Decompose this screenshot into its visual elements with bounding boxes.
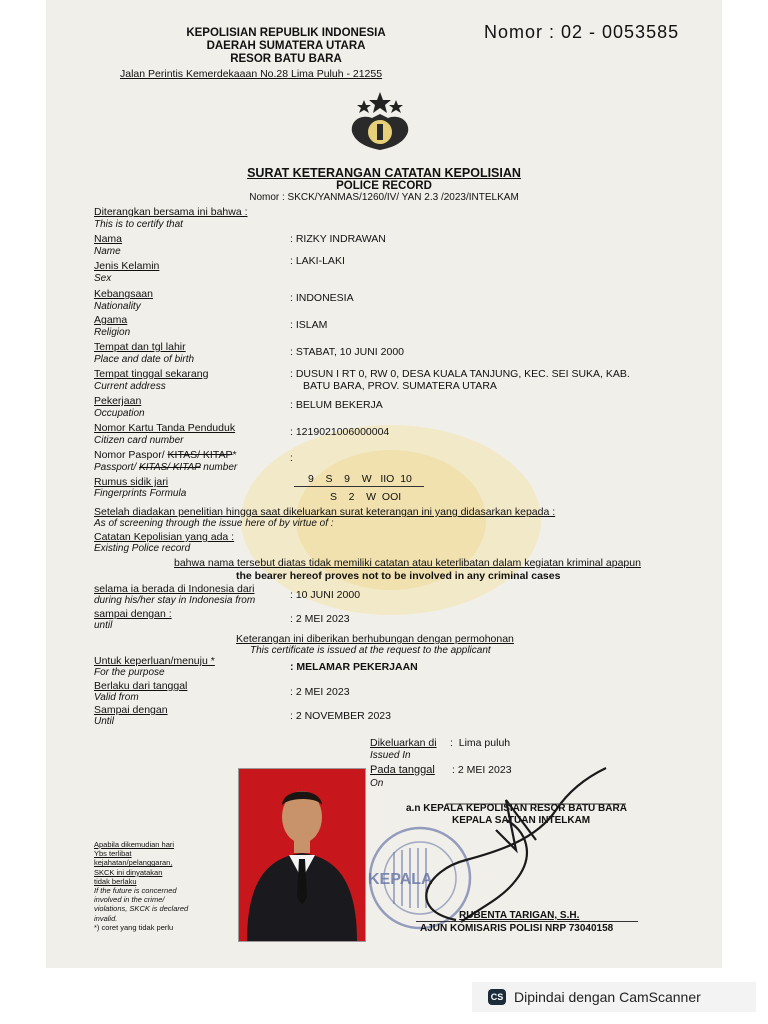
field-idcard-label-en: Citizen card number — [94, 435, 184, 446]
signature-line-1: a.n KEPALA KEPOLISIAN RESOR BATU BARA — [406, 803, 627, 814]
field-religion-label-en: Religion — [94, 327, 131, 338]
document-ref-number: Nomor : SKCK/YANMAS/1260/IV/ YAN 2.3 /2023/INTELKAM — [249, 192, 519, 203]
field-religion-value: : ISLAM — [290, 319, 328, 331]
field-sex-label: Jenis Kelamin — [94, 260, 160, 272]
field-birth-label-en: Place and date of birth — [94, 354, 195, 365]
field-birth-label: Tempat dan tgl lahir — [94, 341, 186, 353]
passport-label-struck: KITAS/ KITAP — [167, 449, 233, 461]
valid-until-label-en: Until — [94, 716, 115, 727]
document-subtitle: POLICE RECORD — [336, 180, 432, 192]
existing-record-en: Existing Police record — [94, 543, 191, 554]
field-name-value: : RIZKY INDRAWAN — [290, 233, 386, 245]
existing-record-id: Catatan Kepolisian yang ada : — [94, 531, 235, 543]
field-occupation-label: Pekerjaan — [94, 395, 142, 407]
field-nationality-value: : INDONESIA — [290, 292, 354, 304]
header-line-3: RESOR BATU BARA — [230, 53, 342, 65]
note-line-5: tidak berlaku — [94, 876, 137, 886]
intro-id: Diterangkan bersama ini bahwa : — [94, 206, 248, 218]
stay-until-value: : 2 MEI 2023 — [290, 613, 350, 625]
signatory-rank: AJUN KOMISARIS POLISI NRP 73040158 — [420, 923, 614, 934]
field-name-label-en: Name — [94, 246, 121, 257]
valid-until-value: : 2 NOVEMBER 2023 — [290, 710, 391, 722]
field-address-label-en: Current address — [94, 381, 166, 392]
issued-place-label-en: Issued In — [370, 750, 411, 761]
stay-until-label-en: until — [94, 620, 113, 631]
stay-from-label-en: during his/her stay in Indonesia from — [94, 595, 256, 606]
note-en-2: involved in the crime/ — [94, 895, 165, 905]
header-line-1: KEPOLISIAN REPUBLIK INDONESIA — [186, 27, 386, 39]
note-footnote: *) coret yang tidak perlu — [94, 922, 174, 932]
field-religion-label: Agama — [94, 314, 128, 326]
note-en-1: If the future is concerned — [94, 886, 177, 896]
statement-id: bahwa nama tersebut diatas tidak memiliki catatan atau keterlibatan dalam kegiatan kriminal apapun — [174, 557, 641, 569]
passport-label-asterisk: * — [232, 449, 237, 461]
field-address-value-2: BATU BARA, PROV. SUMATERA UTARA — [303, 380, 497, 392]
purpose-label: Untuk keperluan/menuju * — [94, 655, 215, 667]
field-address-value: : DUSUN I RT 0, RW 0, DESA KUALA TANJUNG, KEC. SEI SUKA, KAB. — [290, 368, 630, 380]
fingerprint-formula-top: 9 S 9 W IIO 10 — [308, 473, 412, 485]
header-address: Jalan Perintis Kemerdekaaan No.28 Lima Puluh - 21255 — [120, 68, 383, 80]
valid-from-label-en: Valid from — [94, 692, 139, 703]
police-emblem-icon — [342, 90, 418, 152]
certificate-id: Keterangan ini diberikan berhubungan dengan permohonan — [236, 633, 514, 645]
screening-en: As of screening through the issue here of by virtue of : — [94, 518, 334, 529]
field-occupation-value: : BELUM BEKERJA — [290, 399, 383, 411]
field-passport-label — [94, 449, 237, 461]
stamp-text: KEPALA — [368, 871, 433, 888]
document-title: SURAT KETERANGAN CATATAN KEPOLISIAN — [247, 166, 521, 180]
purpose-label-en: For the purpose — [94, 667, 165, 678]
applicant-photo — [238, 768, 366, 942]
note-line-2: Ybs terlibat — [94, 849, 132, 859]
field-occupation-label-en: Occupation — [94, 408, 145, 419]
purpose-value: : MELAMAR PEKERJAAN — [290, 661, 418, 673]
passport-en-struck: KITAS/ KITAP — [139, 462, 201, 473]
statement-en: the bearer hereof proves not to be involved in any criminal cases — [236, 570, 561, 582]
fingerprint-divider — [294, 486, 424, 487]
person-silhouette-icon — [239, 769, 365, 941]
field-address-label: Tempat tinggal sekarang — [94, 368, 209, 380]
note-line-4: SKCK ini dinyatakan — [94, 867, 163, 877]
handwritten-signature — [386, 760, 636, 930]
camscanner-text: Dipindai dengan CamScanner — [514, 989, 701, 1005]
fingerprint-formula-bottom: S 2 W OOI — [330, 491, 402, 503]
certificate-en: This certificate is issued at the request to the applicant — [250, 645, 491, 656]
field-sex-label-en: Sex — [94, 273, 112, 284]
intro-en: This is to certify that — [94, 219, 183, 230]
issued-date-label: Pada tanggal — [370, 764, 435, 776]
field-passport-label-en — [94, 462, 237, 473]
field-fingerprint-label: Rumus sidik jari — [94, 476, 169, 488]
note-line-1: Apabila dikemudian hari — [94, 840, 175, 849]
valid-from-value: : 2 MEI 2023 — [290, 686, 350, 698]
header-line-2: DAERAH SUMATERA UTARA — [206, 40, 366, 52]
valid-from-label: Berlaku dari tanggal — [94, 680, 188, 692]
stay-from-label: selama ia berada di Indonesia dari — [94, 583, 255, 595]
validity-note — [94, 840, 188, 932]
field-passport-value: : — [290, 452, 293, 464]
document-page — [46, 0, 722, 968]
screening-id: Setelah diadakan penelitian hingga saat dikeluarkan surat keterangan ini yang didasarkan kepada : — [94, 506, 556, 518]
issued-place-value: : Lima puluh — [450, 737, 511, 749]
field-name-label: Nama — [94, 233, 123, 245]
passport-en-part: Passport/ — [94, 462, 140, 473]
passport-en-suffix: number — [200, 462, 238, 473]
field-fingerprint-label-en: Fingerprints Formula — [94, 488, 187, 499]
note-en-3: violations, SKCK is declared — [94, 904, 189, 914]
field-nationality-label: Kebangsaan — [94, 288, 153, 300]
issued-date-value: : 2 MEI 2023 — [452, 764, 512, 776]
camscanner-logo-icon: CS — [488, 989, 506, 1005]
field-idcard-label: Nomor Kartu Tanda Penduduk — [94, 422, 236, 434]
issued-date-label-en: On — [370, 778, 384, 789]
note-en-4: invalid. — [94, 913, 118, 923]
stay-from-value: : 10 JUNI 2000 — [290, 589, 361, 601]
document-number: Nomor : 02 - 0053585 — [484, 22, 680, 42]
field-birth-value: : STABAT, 10 JUNI 2000 — [290, 346, 404, 358]
valid-until-label: Sampai dengan — [94, 704, 168, 716]
passport-label-part: Nomor Paspor/ — [94, 449, 168, 461]
stay-until-label: sampai dengan : — [94, 608, 172, 620]
scanner-watermark — [472, 982, 756, 1012]
field-sex-value: : LAKI-LAKI — [290, 255, 345, 267]
field-nationality-label-en: Nationality — [94, 301, 141, 312]
signatory-name: RUBENTA TARIGAN, S.H. — [459, 910, 580, 921]
signature-underline — [416, 921, 638, 922]
note-line-3: kejahatan/pelanggaran, — [94, 858, 173, 868]
signature-line-2: KEPALA SATUAN INTELKAM — [452, 815, 591, 826]
field-idcard-value: : 1219021006000004 — [290, 426, 390, 438]
issued-place-label: Dikeluarkan di — [370, 737, 437, 749]
